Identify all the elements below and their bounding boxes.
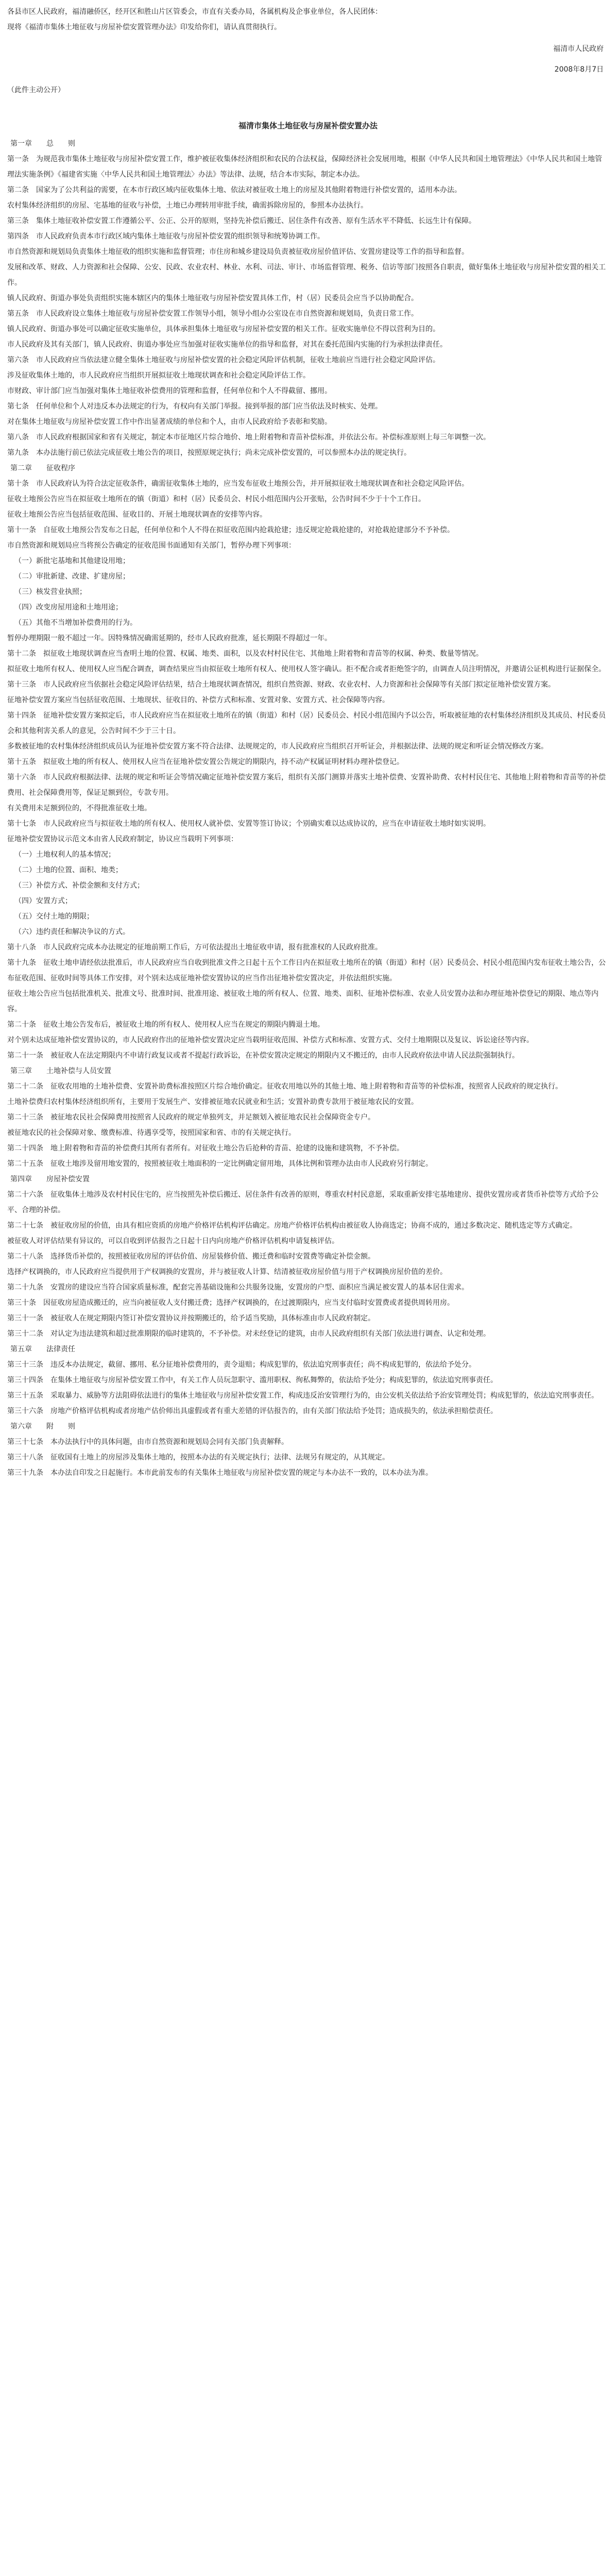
article-paragraph: 第十五条 拟征收土地的所有权人、使用权人应当在征地补偿安置公告规定的期限内，持不动产权属证明材料办理补偿登记。	[7, 758, 404, 766]
article-paragraph: 镇人民政府、街道办事处负责组织实施本辖区内的集体土地征收与房屋补偿安置具体工作，村（居）民委员会应当予以协助配合。	[7, 294, 418, 302]
list-item: （二）土地的位置、面积、地类；	[14, 866, 123, 874]
article-paragraph: 第九条 本办法施行前已依法完成征收土地公告的项目，按照原规定执行；尚未完成补偿安置的，可以参照本办法的规定执行。	[7, 449, 411, 457]
chapter-heading: 第三章 土地补偿与人员安置	[10, 1067, 111, 1075]
document-title: 福清市集体土地征收与房屋补偿安置办法	[238, 121, 378, 130]
article-paragraph: 市自然资源和规划局负责集体土地征收的组织实施和监督管理；市住房和城乡建设局负责被征收房屋价值评估、安置房建设等工作的指导和监督。	[7, 248, 469, 256]
list-item: （一）土地权利人的基本情况；	[14, 851, 115, 859]
article-paragraph: 征地补偿安置协议示范文本由省人民政府制定，协议应当载明下列事项：	[7, 835, 238, 843]
list-item: （五）其他不当增加补偿费用的行为。	[14, 619, 137, 627]
article-paragraph: 第十二条 拟征收土地现状调查应当查明土地的位置、权属、地类、面积，以及农村村民住宅、其他地上附着物和青苗等的权属、种类、数量等情况。	[7, 650, 483, 658]
article-paragraph: 第三十三条 违反本办法规定，截留、挪用、私分征地补偿费用的，责令退赔；构成犯罪的，依法追究刑事责任；尚不构成犯罪的，依法给予处分。	[7, 1361, 476, 1369]
list-item: （四）改变房屋用途和土地用途；	[14, 603, 123, 612]
article-paragraph: 征收土地公告应当包括批准机关、批准文号、批准时间、批准用途、被征收土地的所有权人、位置、地类、面积、征地补偿标准、农业人员安置办法和办理征地补偿登记的期限、地点等内容。	[7, 990, 598, 1013]
article-paragraph: 第十八条 市人民政府完成本办法规定的征地前期工作后，方可依法提出土地征收申请，报有批准权的人民政府批准。	[7, 943, 382, 952]
article-paragraph: 被征地农民的社会保障对象、缴费标准、待遇享受等，按照国家和省、市的有关规定执行。	[7, 1129, 296, 1137]
issue-date: 2008年8月7日	[554, 65, 604, 74]
article-paragraph: 对在集体土地征收与房屋补偿安置工作中作出显著成绩的单位和个人，由市人民政府给予表彰和奖励。	[7, 418, 332, 426]
article-paragraph: 第二十八条 选择货币补偿的，按照被征收房屋的评估价值、房屋装修价值、搬迁费和临时安置费等确定补偿金额。	[7, 1252, 375, 1261]
article-paragraph: 第四条 市人民政府负责本市行政区域内集体土地征收与房屋补偿安置的组织领导和统筹协调工作。	[7, 232, 324, 241]
article-paragraph: 市人民政府及其有关部门，镇人民政府、街道办事处应当加强对征收实施单位的指导和监督，对其在委托范围内实施的行为承担法律责任。	[7, 341, 447, 349]
article-paragraph: 对个别未达成征地补偿安置协议的，市人民政府作出的征地补偿安置决定应当载明征收范围、补偿方式和标准、安置方式、交付土地期限以及复议、诉讼途径等内容。	[7, 1036, 534, 1044]
article-paragraph: 第三十一条 被征收人在规定期限内签订补偿安置协议并按期搬迁的，给予适当奖励，具体标准由市人民政府制定。	[7, 1314, 375, 1323]
chapter-heading: 第五章 法律责任	[10, 1345, 75, 1353]
article-paragraph: 镇人民政府、街道办事处可以确定征收实施单位，具体承担集体土地征收与房屋补偿安置的相关工作。征收实施单位不得以营利为目的。	[7, 325, 440, 333]
article-paragraph: 第三十二条 对认定为违法建筑和超过批准期限的临时建筑的，不予补偿。对未经登记的建筑，由市人民政府组织有关部门依法进行调查、认定和处理。	[7, 1330, 490, 1338]
article-paragraph: 第三十五条 采取暴力、威胁等方法阻碍依法进行的集体土地征收与房屋补偿安置工作，构成违反治安管理行为的，由公安机关依法给予治安管理处罚；构成犯罪的，依法追究刑事责任。	[7, 1392, 598, 1400]
article-paragraph: 征收土地预公告应当在拟征收土地所在的镇（街道）和村（居）民委员会、村民小组范围内公开张贴，公告时间不少于十个工作日。	[7, 495, 425, 503]
article-paragraph: 第十一条 自征收土地预公告发布之日起，任何单位和个人不得在拟征收范围内抢栽抢建；违反规定抢栽抢建的，对抢栽抢建部分不予补偿。	[7, 526, 454, 534]
forward-paragraph: 现将《福清市集体土地征收与房屋补偿安置管理办法》印发给你们，请认真贯彻执行。	[7, 23, 281, 31]
list-item: （六）违约责任和解决争议的方式。	[14, 928, 130, 936]
article-paragraph: 第十九条 征收土地申请经依法批准后，市人民政府应当自收到批准文件之日起十五个工作日内在拟征收土地所在的镇（街道）和村（居）民委员会、村民小组范围内发布征收土地公告，公布征收范围、征收时间等具体工作安排，对个别未达成征地补偿安置协议的应当作出征地补偿安置决定，并依法组织实施。	[7, 959, 606, 982]
list-item: （三）核发营业执照；	[14, 588, 87, 596]
article-paragraph: 有关费用未足额到位的，不得批准征收土地。	[7, 804, 151, 812]
article-paragraph: 征收土地预公告应当包括征收范围、征收目的、开展土地现状调查的安排等内容。	[7, 511, 267, 519]
article-paragraph: 第十七条 市人民政府应当与拟征收土地的所有权人、使用权人就补偿、安置等签订协议；个别确实难以达成协议的，应当在申请征收土地时如实说明。	[7, 820, 490, 828]
article-paragraph: 第八条 市人民政府根据国家和省有关规定，制定本市征地区片综合地价、地上附着物和青苗补偿标准，并依法公布。补偿标准原则上每三年调整一次。	[7, 433, 490, 442]
article-paragraph: 第十六条 市人民政府根据法律、法规的规定和听证会等情况确定征地补偿安置方案后，组织有关部门测算并落实土地补偿费、安置补助费、农村村民住宅、其他地上附着物和青苗等的补偿费用、社会保障费用等，保证足额到位，专款专用。	[7, 773, 606, 797]
article-paragraph: 第十三条 市人民政府应当依据社会稳定风险评估结果，结合土地现状调查情况，组织自然资源、财政、农业农村、人力资源和社会保障等有关部门拟定征地补偿安置方案。	[7, 681, 555, 689]
article-paragraph: 第三十九条 本办法自印发之日起施行。本市此前发布的有关集体土地征收与房屋补偿安置的规定与本办法不一致的，以本办法为准。	[7, 1469, 433, 1477]
article-paragraph: 第三条 集体土地征收补偿安置工作遵循公平、公正、公开的原则，坚持先补偿后搬迁、居住条件有改善、原有生活水平不降低、长远生计有保障。	[7, 217, 476, 225]
article-paragraph: 涉及征收集体土地的，市人民政府应当组织开展拟征收土地现状调查和社会稳定风险评估工作。	[7, 371, 310, 380]
article-paragraph: 第二十六条 征收集体土地涉及农村村民住宅的，应当按照先补偿后搬迁、居住条件有改善的原则，尊重农村村民意愿，采取重新安排宅基地建房、提供安置房或者货币补偿等方式给予公平、合理的补偿。	[7, 1191, 598, 1214]
article-paragraph: 第三十条 因征收房屋造成搬迁的，应当向被征收人支付搬迁费；选择产权调换的，在过渡期限内，应当支付临时安置费或者提供周转用房。	[7, 1299, 454, 1307]
article-paragraph: 第二十九条 安置房的建设应当符合国家质量标准，配套完善基础设施和公共服务设施，安置房的户型、面积应当满足被安置人的基本居住需求。	[7, 1283, 469, 1292]
article-paragraph: 暂停办理期限一般不超过一年。因特殊情况确需延期的，经市人民政府批准，延长期限不得超过一年。	[7, 634, 332, 642]
article-paragraph: 第五条 市人民政府设立集体土地征收与房屋补偿安置工作领导小组，领导小组办公室设在市自然资源和规划局，负责日常工作。	[7, 310, 418, 318]
article-paragraph: 第三十六条 房地产价格评估机构或者房地产估价师出具虚假或者有重大差错的评估报告的，由有关部门依法给予处罚；造成损失的，依法承担赔偿责任。	[7, 1407, 498, 1415]
article-paragraph: 第二十七条 被征收房屋的价值，由具有相应资质的房地产价格评估机构评估确定。房地产价格评估机构由被征收人协商选定；协商不成的，通过多数决定、随机选定等方式确定。	[7, 1222, 577, 1230]
chapter-heading: 第二章 征收程序	[10, 464, 75, 472]
article-paragraph: 第二十四条 地上附着物和青苗的补偿费归其所有者所有。对征收土地公告后抢种的青苗、抢建的设施和建筑物，不予补偿。	[7, 1144, 404, 1153]
article-paragraph: 第七条 任何单位和个人对违反本办法规定的行为，有权向有关部门举报。接到举报的部门应当依法及时核实、处理。	[7, 402, 382, 411]
article-paragraph: 第二十条 征收土地公告发布后，被征收土地的所有权人、使用权人应当在规定的期限内腾退土地。	[7, 1021, 324, 1029]
article-paragraph: 第六条 市人民政府应当依法建立健全集体土地征收与房屋补偿安置的社会稳定风险评估机制，征收土地前应当进行社会稳定风险评估。	[7, 356, 440, 364]
article-paragraph: 第二十三条 被征地农民社会保障费用按照省人民政府的规定单独列支，并足额划入被征地农民社会保障资金专户。	[7, 1113, 375, 1122]
article-paragraph: 市财政、审计部门应当加强对集体土地征收补偿费用的管理和监督，任何单位和个人不得截留、挪用。	[7, 387, 332, 395]
article-paragraph: 第三十八条 征收国有土地上的房屋涉及集体土地的，按照本办法的有关规定执行；法律、法规另有规定的，从其规定。	[7, 1453, 389, 1462]
disclosure-note: （此件主动公开）	[7, 86, 65, 94]
chapter-heading: 第一章 总 则	[10, 140, 75, 148]
chapter-heading: 第四章 房屋补偿安置	[10, 1175, 90, 1183]
list-item: （三）补偿方式、补偿金额和支付方式；	[14, 882, 144, 890]
article-paragraph: 被征收人对评估结果有异议的，可以自收到评估报告之日起十日内向房地产价格评估机构申请复核评估。	[7, 1237, 339, 1245]
list-item: （四）安置方式；	[14, 897, 72, 905]
article-paragraph: 发展和改革、财政、人力资源和社会保障、公安、民政、农业农村、林业、水利、司法、审计、市场监督管理、税务、信访等部门按照各自职责，做好集体土地征收与房屋补偿安置的相关工作。	[7, 263, 606, 287]
article-paragraph: 选择产权调换的，市人民政府应当提供用于产权调换的安置房，并与被征收人计算、结清被征收房屋价值与用于产权调换房屋价值的差价。	[7, 1268, 447, 1276]
article-paragraph: 第二条 国家为了公共利益的需要，在本市行政区域内征收集体土地、依法对被征收土地上的房屋及其他附着物进行补偿安置的，适用本办法。	[7, 186, 461, 194]
article-paragraph: 多数被征地的农村集体经济组织成员认为征地补偿安置方案不符合法律、法规规定的，市人民政府应当组织召开听证会，并根据法律、法规的规定和听证会情况修改方案。	[7, 742, 548, 751]
list-item: （二）审批新建、改建、扩建房屋；	[14, 572, 130, 581]
article-paragraph: 第三十七条 本办法执行中的具体问题，由市自然资源和规划局会同有关部门负责解释。	[7, 1438, 288, 1446]
article-paragraph: 农村集体经济组织的房屋、宅基地的征收与补偿，土地已办理转用审批手续，确需拆除房屋的，参照本办法执行。	[7, 201, 368, 210]
article-paragraph: 第十四条 征地补偿安置方案拟定后，市人民政府应当在拟征收土地所在的镇（街道）和村（居）民委员会、村民小组范围内予以公告，听取被征地的农村集体经济组织及其成员、村民委员会和其他利害关系人的意见，公告时间不少于三十日。	[7, 711, 606, 735]
article-paragraph: 第十条 市人民政府认为符合法定征收条件，确需征收集体土地的，应当发布征收土地预公告，并开展拟征收土地现状调查和社会稳定风险评估。	[7, 480, 469, 488]
article-paragraph: 第一条 为规范我市集体土地征收与房屋补偿安置工作，维护被征收集体经济组织和农民的合法权益，保障经济社会发展用地，根据《中华人民共和国土地管理法》《中华人民共和国土地管理法实施条例》《福建省实施〈中华人民共和国土地管理法〉办法》等法律、法规，结合本市实际，制定本办法。	[7, 155, 602, 179]
article-paragraph: 拟征收土地所有权人、使用权人应当配合调查，调查结果应当由拟征收土地所有权人、使用权人签字确认。拒不配合或者拒绝签字的，由调查人员注明情况，并邀请公证机构进行证据保全。	[7, 665, 606, 673]
article-paragraph: 第二十二条 征收农用地的土地补偿费、安置补助费标准按照区片综合地价确定。征收农用地以外的其他土地、地上附着物和青苗等的补偿标准，按照省人民政府的规定执行。	[7, 1082, 562, 1091]
article-paragraph: 第二十一条 被征收人在法定期限内不申请行政复议或者不提起行政诉讼，在补偿安置决定规定的期限内又不搬迁的，由市人民政府依法申请人民法院强制执行。	[7, 1052, 519, 1060]
article-paragraph: 第三十四条 在集体土地征收与房屋补偿安置工作中，有关工作人员玩忽职守、滥用职权、徇私舞弊的，依法给予处分；构成犯罪的，依法追究刑事责任。	[7, 1376, 498, 1384]
chapter-heading: 第六章 附 则	[10, 1422, 75, 1431]
article-paragraph: 市自然资源和规划局应当将预公告确定的征收范围书面通知有关部门，暂停办理下列事项：	[7, 541, 296, 550]
article-paragraph: 土地补偿费归农村集体经济组织所有，主要用于发展生产、安排被征地农民就业和生活；安置补助费专款用于被征地农民的安置。	[7, 1098, 418, 1106]
list-item: （五）交付土地的期限；	[14, 912, 94, 921]
addressee-paragraph: 各县市区人民政府，福清融侨区，经开区和胜山片区管委会，市直有关委办局，各属机构及企事业单位，各人民团体：	[7, 8, 382, 16]
article-paragraph: 征地补偿安置方案应当包括征收范围、土地现状、征收目的、补偿方式和标准、安置对象、安置方式、社会保障等内容。	[7, 696, 389, 704]
issuer-signature: 福清市人民政府	[553, 45, 604, 53]
article-paragraph: 第二十五条 征收土地涉及留用地安置的，按照被征收土地面积的一定比例确定留用地，具体比例和管理办法由市人民政府另行制定。	[7, 1160, 433, 1168]
document-body	[7, 136, 609, 1481]
list-item: （一）新批宅基地和其他建设用地；	[14, 557, 130, 565]
